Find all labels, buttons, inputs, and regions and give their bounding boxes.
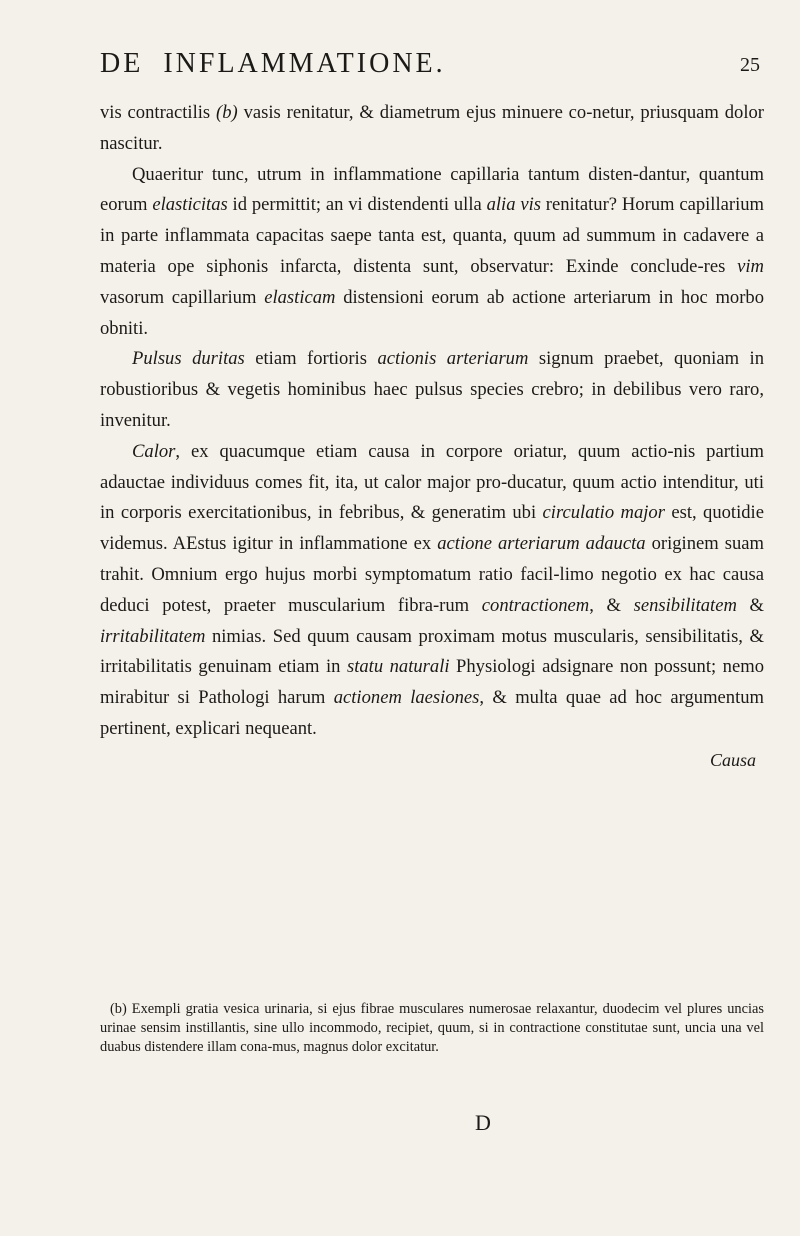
paragraph-1 bbox=[100, 98, 764, 160]
italic-run: actione arteriarum adaucta bbox=[437, 533, 646, 555]
italic-run: irritabilitatem bbox=[100, 625, 206, 647]
text-run: Quaeritur tunc, utrum in inflammatione capillaria tantum disten-dantur, quantum eorum bbox=[100, 163, 764, 216]
text-run: , ex quacumque etiam causa in corpore oriatur, quum actio-nis partium adauctae individuus comes fit, ita, ut calor major pro-ducatur, quum actio intenditur, uti in corporis exercitationibus, in febribus, & generatim ubi bbox=[100, 440, 764, 524]
footnote-text: Exempli gratia vesica urinaria, si ejus fibrae musculares numerosae relaxantur, duodecim vel plures uncias urinae sensim instillantis, sine ullo incommodo, recipiet, quum, si in contractione constitutae sunt, uncia una vel duabus distendere illam cona-mus, magnus dolor excitatur. bbox=[100, 1001, 764, 1055]
italic-run: contractionem bbox=[481, 594, 590, 616]
page-number: 25 bbox=[740, 54, 760, 76]
italic-run: elasticam bbox=[264, 286, 336, 308]
text-run: vis contractilis bbox=[100, 102, 217, 123]
text-run: est, quotidie videmus. AEstus igitur in inflammatione ex bbox=[100, 502, 764, 555]
text-run: distensioni eorum ab actione arteriarum in hoc morbo obniti. bbox=[100, 286, 764, 339]
italic-run: sensibilitatem bbox=[633, 594, 737, 616]
text-run: nimias. Sed quum causam proximam motus muscularis, sensibilitatis, & irritabilitatis genuinam etiam in bbox=[100, 625, 764, 678]
text-run: etiam fortioris bbox=[244, 348, 378, 370]
signature-mark: D bbox=[475, 1110, 491, 1135]
text-run: vasis renitatur, & diametrum ejus minuere co-netur, priusquam dolor nascitur. bbox=[100, 102, 764, 154]
text-run: id permittit; an vi distendenti ulla bbox=[227, 194, 487, 216]
italic-run: Pulsus duritas bbox=[132, 348, 245, 370]
text-run: vasorum capillarium bbox=[100, 286, 265, 308]
italic-run: circulatio major bbox=[542, 502, 665, 524]
footnote bbox=[100, 1000, 764, 1057]
italic-run: alia vis bbox=[486, 194, 541, 216]
text-run: signum praebet, quoniam in robustioribus & vegetis hominibus haec pulsus species crebro; in debilibus vero raro, invenitur. bbox=[100, 348, 765, 431]
text-run: originem suam trahit. Omnium ergo hujus morbi symptomatum ratio facil-limo negotio ex hac causa deduci potest, praeter muscularium fibra-rum bbox=[100, 533, 764, 616]
footnote-reference: (b) bbox=[216, 102, 238, 123]
text-run: Physiologi adsignare non possunt; nemo mirabitur si Pathologi harum bbox=[100, 656, 764, 709]
footnote-marker: (b) bbox=[110, 1001, 127, 1017]
paragraph-3 bbox=[100, 344, 764, 436]
catchword: Causa bbox=[709, 749, 756, 770]
text-run: & bbox=[736, 594, 764, 616]
main-text bbox=[100, 98, 764, 775]
running-header bbox=[100, 48, 760, 80]
header-title: DE INFLAMMATIONE. bbox=[100, 48, 446, 79]
italic-run: vim bbox=[737, 255, 764, 277]
italic-run: actionem laesiones bbox=[333, 687, 480, 709]
italic-run: statu naturali bbox=[346, 656, 450, 678]
italic-run: actionis arteriarum bbox=[377, 348, 529, 370]
paragraph-2 bbox=[100, 160, 764, 345]
text-run: , & bbox=[589, 594, 634, 616]
italic-run: elasticitas bbox=[152, 194, 228, 216]
text-run: , & multa quae ad hoc argumentum pertinent, explicari nequeant. bbox=[100, 687, 765, 739]
italic-run: Calor bbox=[132, 440, 176, 462]
text-run: renitatur? Horum capillarium in parte inflammata capacitas saepe tanta est, quanta, quum ad summum in cadavere a materia ope siphonis infarcta, distenta sunt, observatur: Exinde conclude-res bbox=[100, 194, 765, 277]
paragraph-4 bbox=[100, 437, 764, 745]
